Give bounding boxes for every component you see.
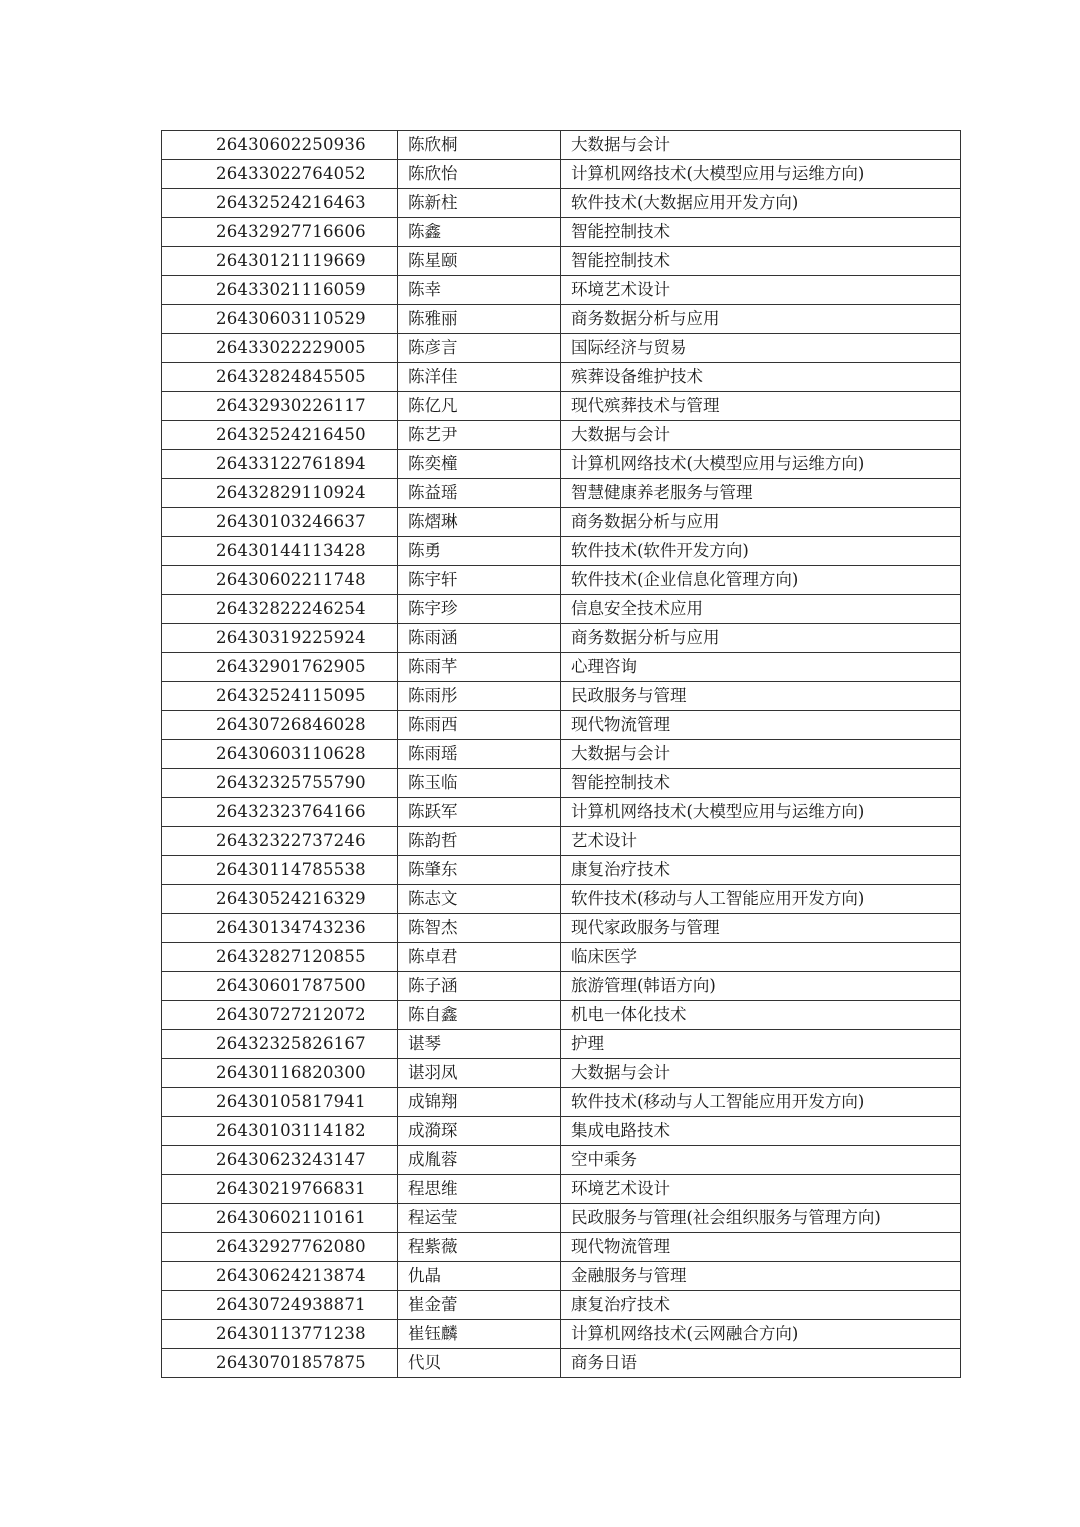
student-id-cell: 26430624213874 [162, 1262, 398, 1291]
table-row [162, 1233, 961, 1262]
student-name-cell: 代贝 [398, 1349, 561, 1378]
student-name-cell: 陈欣怡 [398, 160, 561, 189]
major-cell: 大数据与会计 [561, 740, 961, 769]
major-cell: 机电一体化技术 [561, 1001, 961, 1030]
major-cell: 大数据与会计 [561, 421, 961, 450]
student-id-cell: 26432901762905 [162, 653, 398, 682]
major-cell: 民政服务与管理(社会组织服务与管理方向) [561, 1204, 961, 1233]
table-row [162, 1088, 961, 1117]
student-name-cell: 陈益瑶 [398, 479, 561, 508]
student-id-cell: 26430103246637 [162, 508, 398, 537]
student-name-cell: 陈宇轩 [398, 566, 561, 595]
table-row [162, 1262, 961, 1291]
student-name-cell: 陈雨芊 [398, 653, 561, 682]
student-id-cell: 26430105817941 [162, 1088, 398, 1117]
major-cell: 计算机网络技术(大模型应用与运维方向) [561, 798, 961, 827]
major-cell: 康复治疗技术 [561, 856, 961, 885]
major-cell: 环境艺术设计 [561, 276, 961, 305]
table-row [162, 1059, 961, 1088]
student-name-cell: 陈智杰 [398, 914, 561, 943]
student-id-cell: 26430603110628 [162, 740, 398, 769]
student-id-cell: 26432325826167 [162, 1030, 398, 1059]
student-name-cell: 陈彦言 [398, 334, 561, 363]
major-cell: 信息安全技术应用 [561, 595, 961, 624]
table-row [162, 885, 961, 914]
student-name-cell: 陈星颐 [398, 247, 561, 276]
major-cell: 智能控制技术 [561, 247, 961, 276]
student-id-cell: 26432822246254 [162, 595, 398, 624]
student-name-cell: 成胤蓉 [398, 1146, 561, 1175]
student-name-cell: 崔金蕾 [398, 1291, 561, 1320]
student-id-cell: 26430219766831 [162, 1175, 398, 1204]
student-name-cell: 陈自鑫 [398, 1001, 561, 1030]
student-name-cell: 陈亿凡 [398, 392, 561, 421]
table-row [162, 1291, 961, 1320]
table-row [162, 450, 961, 479]
student-name-cell: 陈玉临 [398, 769, 561, 798]
student-name-cell: 谌琴 [398, 1030, 561, 1059]
student-id-cell: 26432824845505 [162, 363, 398, 392]
table-row [162, 479, 961, 508]
student-name-cell: 陈欣桐 [398, 131, 561, 160]
table-row [162, 334, 961, 363]
student-id-cell: 26433122761894 [162, 450, 398, 479]
table-row [162, 1146, 961, 1175]
student-id-cell: 26430701857875 [162, 1349, 398, 1378]
major-cell: 商务数据分析与应用 [561, 624, 961, 653]
major-cell: 现代物流管理 [561, 1233, 961, 1262]
major-cell: 商务日语 [561, 1349, 961, 1378]
student-name-cell: 陈韵哲 [398, 827, 561, 856]
table-row [162, 856, 961, 885]
student-id-cell: 26430602250936 [162, 131, 398, 160]
major-cell: 智慧健康养老服务与管理 [561, 479, 961, 508]
student-name-cell: 程思维 [398, 1175, 561, 1204]
student-id-cell: 26430601787500 [162, 972, 398, 1001]
table-row [162, 798, 961, 827]
table-row [162, 740, 961, 769]
student-id-cell: 26430602110161 [162, 1204, 398, 1233]
major-cell: 智能控制技术 [561, 218, 961, 247]
student-name-cell: 陈卓君 [398, 943, 561, 972]
student-name-cell: 成锦翔 [398, 1088, 561, 1117]
major-cell: 集成电路技术 [561, 1117, 961, 1146]
table-row [162, 1204, 961, 1233]
table-row [162, 508, 961, 537]
student-id-cell: 26430524216329 [162, 885, 398, 914]
major-cell: 金融服务与管理 [561, 1262, 961, 1291]
student-name-cell: 陈宇珍 [398, 595, 561, 624]
major-cell: 国际经济与贸易 [561, 334, 961, 363]
student-name-cell: 陈新柱 [398, 189, 561, 218]
student-name-cell: 陈勇 [398, 537, 561, 566]
student-id-cell: 26430103114182 [162, 1117, 398, 1146]
student-id-cell: 26432927762080 [162, 1233, 398, 1262]
student-id-cell: 26430116820300 [162, 1059, 398, 1088]
student-name-cell: 程运莹 [398, 1204, 561, 1233]
student-id-cell: 26433022229005 [162, 334, 398, 363]
student-roster-table [161, 130, 961, 1378]
major-cell: 计算机网络技术(大模型应用与运维方向) [561, 450, 961, 479]
table-row [162, 421, 961, 450]
student-id-cell: 26432930226117 [162, 392, 398, 421]
major-cell: 商务数据分析与应用 [561, 305, 961, 334]
student-id-cell: 26432827120855 [162, 943, 398, 972]
major-cell: 民政服务与管理 [561, 682, 961, 711]
major-cell: 临床医学 [561, 943, 961, 972]
student-id-cell: 26430134743236 [162, 914, 398, 943]
student-id-cell: 26432524216450 [162, 421, 398, 450]
student-name-cell: 陈子涵 [398, 972, 561, 1001]
table-row [162, 305, 961, 334]
student-name-cell: 程紫薇 [398, 1233, 561, 1262]
student-id-cell: 26430113771238 [162, 1320, 398, 1349]
student-name-cell: 成漪琛 [398, 1117, 561, 1146]
table-row [162, 653, 961, 682]
student-id-cell: 26433022764052 [162, 160, 398, 189]
major-cell: 商务数据分析与应用 [561, 508, 961, 537]
major-cell: 现代家政服务与管理 [561, 914, 961, 943]
student-id-cell: 26432323764166 [162, 798, 398, 827]
major-cell: 软件技术(移动与人工智能应用开发方向) [561, 1088, 961, 1117]
major-cell: 大数据与会计 [561, 131, 961, 160]
table-row [162, 943, 961, 972]
table-row [162, 392, 961, 421]
table-row [162, 624, 961, 653]
student-name-cell: 谌羽凤 [398, 1059, 561, 1088]
table-row [162, 827, 961, 856]
major-cell: 康复治疗技术 [561, 1291, 961, 1320]
student-name-cell: 陈艺尹 [398, 421, 561, 450]
table-row [162, 160, 961, 189]
table-row [162, 1175, 961, 1204]
table-row [162, 972, 961, 1001]
table-row [162, 363, 961, 392]
student-id-cell: 26432524216463 [162, 189, 398, 218]
student-name-cell: 陈雨彤 [398, 682, 561, 711]
major-cell: 智能控制技术 [561, 769, 961, 798]
student-name-cell: 陈肇东 [398, 856, 561, 885]
table-row [162, 189, 961, 218]
major-cell: 环境艺术设计 [561, 1175, 961, 1204]
major-cell: 殡葬设备维护技术 [561, 363, 961, 392]
major-cell: 护理 [561, 1030, 961, 1059]
student-name-cell: 陈鑫 [398, 218, 561, 247]
student-name-cell: 陈雅丽 [398, 305, 561, 334]
table-row [162, 1117, 961, 1146]
student-name-cell: 陈雨瑶 [398, 740, 561, 769]
table-row [162, 1030, 961, 1059]
major-cell: 空中乘务 [561, 1146, 961, 1175]
student-id-cell: 26432322737246 [162, 827, 398, 856]
roster-body [162, 131, 961, 1378]
table-row [162, 1001, 961, 1030]
major-cell: 现代物流管理 [561, 711, 961, 740]
major-cell: 现代殡葬技术与管理 [561, 392, 961, 421]
student-id-cell: 26430727212072 [162, 1001, 398, 1030]
table-row [162, 914, 961, 943]
student-name-cell: 陈跃军 [398, 798, 561, 827]
major-cell: 软件技术(软件开发方向) [561, 537, 961, 566]
major-cell: 计算机网络技术(大模型应用与运维方向) [561, 160, 961, 189]
table-row [162, 682, 961, 711]
table-row [162, 595, 961, 624]
major-cell: 软件技术(移动与人工智能应用开发方向) [561, 885, 961, 914]
student-id-cell: 26430623243147 [162, 1146, 398, 1175]
student-name-cell: 陈雨西 [398, 711, 561, 740]
student-id-cell: 26432524115095 [162, 682, 398, 711]
student-id-cell: 26432829110924 [162, 479, 398, 508]
student-name-cell: 陈雨涵 [398, 624, 561, 653]
student-id-cell: 26430724938871 [162, 1291, 398, 1320]
major-cell: 旅游管理(韩语方向) [561, 972, 961, 1001]
table-row [162, 769, 961, 798]
table-row [162, 218, 961, 247]
student-id-cell: 26430144113428 [162, 537, 398, 566]
major-cell: 心理咨询 [561, 653, 961, 682]
table-row [162, 1349, 961, 1378]
table-row [162, 537, 961, 566]
student-id-cell: 26430603110529 [162, 305, 398, 334]
major-cell: 大数据与会计 [561, 1059, 961, 1088]
student-name-cell: 陈幸 [398, 276, 561, 305]
student-name-cell: 仇晶 [398, 1262, 561, 1291]
student-id-cell: 26430121119669 [162, 247, 398, 276]
student-id-cell: 26432927716606 [162, 218, 398, 247]
table-row [162, 1320, 961, 1349]
student-name-cell: 陈熠琳 [398, 508, 561, 537]
table-row [162, 247, 961, 276]
student-name-cell: 陈洋佳 [398, 363, 561, 392]
student-id-cell: 26433021116059 [162, 276, 398, 305]
major-cell: 计算机网络技术(云网融合方向) [561, 1320, 961, 1349]
student-id-cell: 26430319225924 [162, 624, 398, 653]
major-cell: 软件技术(企业信息化管理方向) [561, 566, 961, 595]
student-name-cell: 陈志文 [398, 885, 561, 914]
major-cell: 软件技术(大数据应用开发方向) [561, 189, 961, 218]
table-row [162, 276, 961, 305]
student-id-cell: 26430602211748 [162, 566, 398, 595]
table-row [162, 566, 961, 595]
major-cell: 艺术设计 [561, 827, 961, 856]
table-row [162, 711, 961, 740]
student-id-cell: 26430726846028 [162, 711, 398, 740]
student-name-cell: 崔钰麟 [398, 1320, 561, 1349]
student-name-cell: 陈奕橦 [398, 450, 561, 479]
student-id-cell: 26430114785538 [162, 856, 398, 885]
table-row [162, 131, 961, 160]
student-id-cell: 26432325755790 [162, 769, 398, 798]
